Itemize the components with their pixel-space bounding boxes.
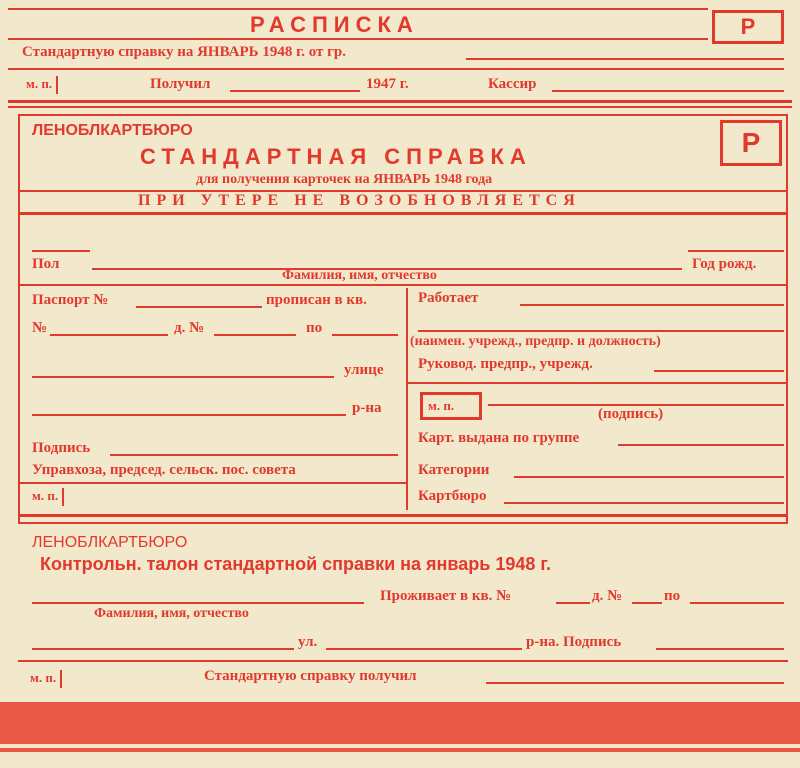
num-label: №: [32, 320, 48, 336]
fill-line[interactable]: [618, 444, 784, 446]
stub-street-label: ул.: [298, 634, 318, 650]
border-line: [8, 106, 792, 108]
stub-along-label: по: [664, 588, 681, 604]
main-subtitle: для получения карточек на ЯНВАРЬ 1948 года: [196, 172, 493, 187]
main-warning: ПРИ УТЕРЕ НЕ ВОЗОБНОВЛЯЕТСЯ: [138, 192, 581, 209]
passport-label: Паспорт №: [32, 292, 109, 308]
border-left: [18, 114, 20, 522]
signature-caption: (подпись): [598, 406, 664, 422]
fill-line[interactable]: [654, 370, 784, 372]
fill-line[interactable]: [214, 334, 296, 336]
head-label: Руковод. предпр., учрежд.: [418, 356, 593, 372]
birth-year-label: Год рожд.: [692, 256, 757, 272]
main-org: ЛЕНОБЛКАРТБЮРО: [32, 122, 193, 139]
fill-line[interactable]: [32, 414, 346, 416]
stamp-place: м. п.: [22, 76, 58, 94]
stub-title: Контрольн. талон стандартной справки на январь 1948 г.: [40, 554, 552, 574]
border-line: [8, 100, 792, 103]
fill-line[interactable]: [690, 602, 784, 604]
housing-manager-label: Управхоза, председ. сельск. пос. совета: [32, 462, 296, 478]
fill-line[interactable]: [520, 304, 784, 306]
fill-line[interactable]: [556, 602, 590, 604]
fill-line[interactable]: [50, 334, 168, 336]
card-group-label: Карт. выдана по группе: [418, 430, 580, 446]
border-line: [18, 514, 788, 517]
fill-line[interactable]: [552, 90, 784, 92]
bottom-band-thin: [0, 748, 800, 752]
main-letter-box: Р: [720, 120, 782, 166]
receipt-title: РАСПИСКА: [250, 12, 419, 37]
along-label: по: [306, 320, 323, 336]
fill-line[interactable]: [466, 58, 784, 60]
district-label: р-на: [352, 400, 382, 416]
border-line: [8, 68, 784, 70]
stamp-place: м. п.: [26, 670, 62, 688]
stamp-place: м. п.: [28, 488, 64, 506]
stub-org: ЛЕНОБЛКАРТБЮРО: [32, 534, 188, 551]
registered-label: прописан в кв.: [266, 292, 367, 308]
border-line: [18, 482, 408, 484]
stub-lives-label: Проживает в кв. №: [380, 588, 512, 604]
border-right: [786, 114, 788, 522]
border-line: [408, 382, 788, 384]
fill-line[interactable]: [32, 250, 90, 252]
gender-label: Пол: [32, 256, 60, 272]
fill-line[interactable]: [136, 306, 262, 308]
street-label: улице: [344, 362, 384, 378]
fill-line[interactable]: [332, 334, 398, 336]
stub-received-label: Стандартную справку получил: [204, 668, 417, 684]
fill-line[interactable]: [632, 602, 662, 604]
border-line: [18, 212, 788, 215]
fill-line[interactable]: [32, 602, 364, 604]
fill-line[interactable]: [486, 682, 784, 684]
main-title: СТАНДАРТНАЯ СПРАВКА: [140, 144, 532, 169]
stub-house-label: д. №: [592, 588, 623, 604]
stamp-box-label: м. п.: [428, 398, 455, 413]
fill-line[interactable]: [514, 476, 784, 478]
house-label: д. №: [174, 320, 205, 336]
border-line: [8, 8, 708, 10]
stub-district-label: р-на. Подпись: [526, 634, 622, 650]
fill-line[interactable]: [32, 648, 294, 650]
receipt-year: 1947 г.: [366, 76, 409, 92]
receipt-letter-box: Р: [712, 10, 784, 44]
card-bureau-label: Картбюро: [418, 488, 487, 504]
fill-line[interactable]: [230, 90, 360, 92]
signature-label: Подпись: [32, 440, 91, 456]
fill-line[interactable]: [504, 502, 784, 504]
fill-line[interactable]: [688, 250, 784, 252]
receipt-line1: Стандартную справку на ЯНВАРЬ 1948 г. от гр.: [22, 44, 347, 60]
bottom-band: [0, 702, 800, 744]
category-label: Категории: [418, 462, 490, 478]
border-line: [18, 284, 788, 286]
fill-line[interactable]: [326, 648, 522, 650]
column-divider: [406, 288, 408, 510]
fill-line[interactable]: [32, 376, 334, 378]
fill-line[interactable]: [656, 648, 784, 650]
border-line: [18, 114, 788, 116]
cashier-label: Кассир: [488, 76, 537, 92]
received-label: Получил: [150, 76, 211, 92]
fill-line[interactable]: [110, 454, 398, 456]
works-label: Работает: [418, 290, 479, 306]
fio-caption: Фамилия, имя, отчество: [282, 268, 437, 283]
institution-caption: (наимен. учрежд., предпр. и должность): [410, 334, 661, 349]
border-line: [8, 38, 708, 40]
fill-line[interactable]: [418, 330, 784, 332]
border-line: [18, 660, 788, 662]
stub-fio-caption: Фамилия, имя, отчество: [94, 606, 249, 621]
border-line: [18, 522, 788, 524]
